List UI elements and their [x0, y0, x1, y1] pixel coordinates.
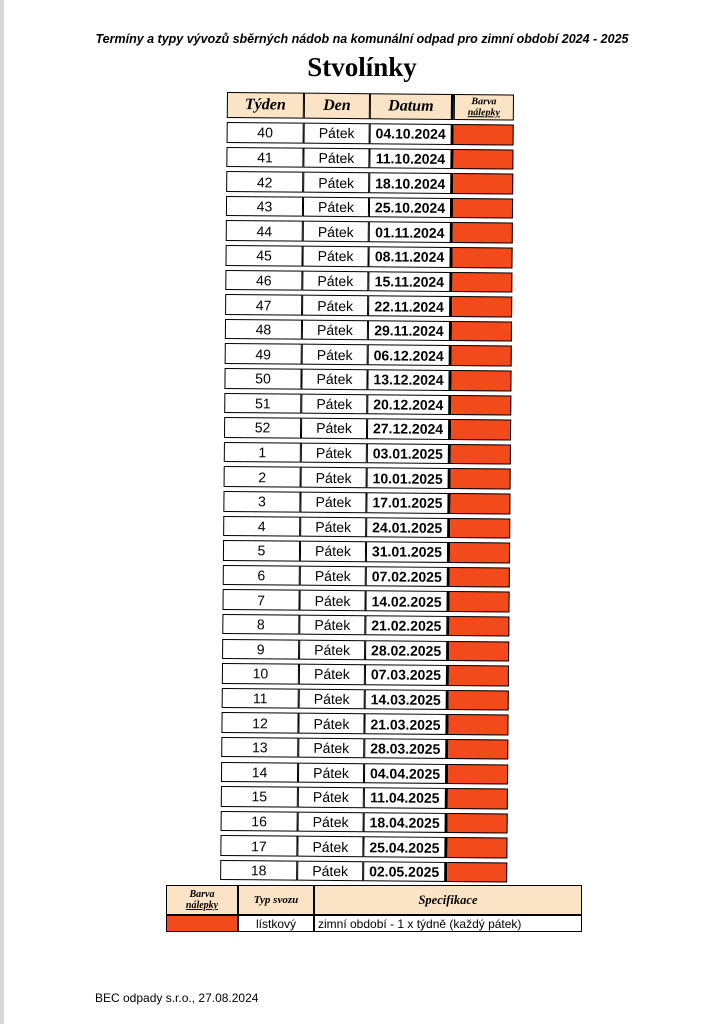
day-cell: Pátek [301, 467, 367, 488]
sticker-color-swatch [452, 321, 512, 342]
day-cell: Pátek [300, 565, 366, 586]
date-cell: 29.11.2024 [368, 320, 452, 341]
day-cell: Pátek [299, 615, 365, 636]
week-cell: 9 [222, 639, 299, 660]
day-cell: Pátek [301, 418, 367, 439]
table-row [224, 466, 514, 489]
week-cell: 12 [221, 712, 298, 733]
sticker-color-swatch [452, 296, 512, 317]
legend-spec: zimní období - 1 x týdně (každý pátek) [314, 915, 582, 932]
sticker-color-swatch [449, 591, 509, 612]
date-cell: 04.04.2025 [364, 763, 448, 784]
week-cell: 13 [221, 737, 298, 758]
table-row [223, 491, 513, 514]
sticker-color-swatch [450, 542, 510, 563]
day-cell: Pátek [302, 320, 368, 341]
table-row [225, 319, 515, 342]
table-row [225, 294, 515, 317]
day-cell: Pátek [300, 541, 366, 562]
day-cell: Pátek [303, 147, 369, 168]
table-row [220, 835, 510, 858]
document-heading: Termíny a typy vývozů sběrných nádob na komunální odpad pro zimní období 2024 - 2025 [95, 32, 629, 46]
scan-edge [0, 0, 4, 1024]
week-cell: 45 [225, 245, 302, 266]
sticker-color-swatch [451, 370, 511, 391]
table-row [222, 688, 512, 711]
table-row [220, 860, 510, 883]
day-cell: Pátek [298, 762, 364, 783]
sticker-color-swatch [453, 222, 513, 243]
day-cell: Pátek [302, 344, 368, 365]
week-cell: 14 [221, 762, 298, 783]
week-cell: 47 [225, 294, 302, 315]
date-cell: 06.12.2024 [368, 345, 452, 366]
date-cell: 27.12.2024 [367, 418, 451, 439]
week-cell: 10 [222, 663, 299, 684]
sticker-color-swatch [448, 739, 508, 760]
week-cell: 1 [224, 442, 301, 463]
week-cell: 48 [225, 319, 302, 340]
week-cell: 4 [223, 516, 300, 537]
place-title: Stvolínky [307, 52, 417, 82]
sticker-color-swatch [449, 641, 509, 662]
date-cell: 07.03.2025 [365, 664, 449, 685]
date-cell: 28.03.2025 [364, 738, 448, 759]
table-row [224, 417, 514, 440]
table-row [224, 368, 514, 391]
day-cell: Pátek [297, 836, 363, 857]
sticker-color-swatch [451, 395, 511, 416]
table-row [226, 196, 516, 219]
sticker-color-swatch [452, 345, 512, 366]
date-cell: 25.10.2024 [369, 197, 453, 218]
date-cell: 10.01.2025 [367, 468, 451, 489]
day-cell: Pátek [300, 516, 366, 537]
day-cell: Pátek [299, 688, 365, 709]
table-row [222, 663, 512, 686]
schedule-rows [220, 122, 517, 883]
sticker-color-swatch [448, 763, 508, 784]
week-cell: 17 [220, 835, 297, 856]
date-cell: 07.02.2025 [366, 566, 450, 587]
week-cell: 6 [223, 565, 300, 586]
schedule-header-row [227, 92, 517, 121]
day-cell: Pátek [303, 221, 369, 242]
day-cell: Pátek [302, 270, 368, 291]
date-cell: 08.11.2024 [368, 246, 452, 267]
day-cell: Pátek [302, 295, 368, 316]
day-cell: Pátek [303, 197, 369, 218]
sticker-color-swatch [449, 665, 509, 686]
date-cell: 02.05.2025 [363, 861, 447, 882]
table-row [221, 737, 511, 760]
date-cell: 17.01.2025 [366, 492, 450, 513]
table-row [221, 762, 511, 785]
legend-color-swatch [166, 915, 238, 932]
table-row [223, 516, 513, 539]
legend-header-type: Typ svozu [238, 885, 314, 915]
legend-header-color-line1: Barva [189, 889, 215, 900]
table-row [221, 811, 511, 834]
table-row [222, 614, 512, 637]
header-sticker-color [454, 94, 514, 121]
week-cell: 2 [224, 466, 301, 487]
date-cell: 11.10.2024 [369, 148, 453, 169]
header-date: Datum [370, 93, 454, 120]
sticker-color-swatch [448, 714, 508, 735]
date-cell: 24.01.2025 [366, 517, 450, 538]
table-row [225, 343, 515, 366]
table-row [226, 147, 516, 170]
day-cell: Pátek [299, 664, 365, 685]
week-cell: 50 [224, 368, 301, 389]
legend-header-spec: Specifikace [314, 885, 582, 915]
week-cell: 49 [225, 343, 302, 364]
table-row [226, 220, 516, 243]
week-cell: 51 [224, 393, 301, 414]
week-cell: 43 [226, 196, 303, 217]
week-cell: 3 [223, 491, 300, 512]
date-cell: 01.11.2024 [369, 222, 453, 243]
week-cell: 42 [226, 171, 303, 192]
day-cell: Pátek [301, 369, 367, 390]
day-cell: Pátek [304, 123, 370, 144]
day-cell: Pátek [297, 861, 363, 882]
day-cell: Pátek [303, 172, 369, 193]
day-cell: Pátek [298, 811, 364, 832]
sticker-color-swatch [452, 247, 512, 268]
table-row [227, 122, 517, 145]
table-row [226, 171, 516, 194]
date-cell: 28.02.2025 [365, 640, 449, 661]
table-row [225, 270, 515, 293]
week-cell: 16 [221, 811, 298, 832]
day-cell: Pátek [299, 590, 365, 611]
day-cell: Pátek [298, 738, 364, 759]
day-cell: Pátek [299, 639, 365, 660]
week-cell: 40 [227, 122, 304, 143]
legend-table [166, 885, 582, 932]
date-cell: 18.04.2025 [364, 812, 448, 833]
date-cell: 18.10.2024 [369, 173, 453, 194]
date-cell: 22.11.2024 [368, 295, 452, 316]
sticker-color-swatch [449, 690, 509, 711]
date-cell: 25.04.2025 [363, 837, 447, 858]
header-day: Den [304, 93, 370, 120]
legend-type: lístkový [238, 915, 314, 932]
legend-header-color-line2: nálepky [185, 900, 219, 911]
header-sticker-color-line2: nálepky [467, 107, 500, 119]
date-cell: 31.01.2025 [366, 541, 450, 562]
table-row [224, 393, 514, 416]
date-cell: 13.12.2024 [367, 369, 451, 390]
day-cell: Pátek [301, 393, 367, 414]
date-cell: 15.11.2024 [368, 271, 452, 292]
day-cell: Pátek [301, 442, 367, 463]
week-cell: 18 [220, 860, 297, 881]
sticker-color-swatch [451, 419, 511, 440]
sticker-color-swatch [448, 813, 508, 834]
sticker-color-swatch [453, 198, 513, 219]
date-cell: 21.03.2025 [364, 714, 448, 735]
day-cell: Pátek [298, 713, 364, 734]
date-cell: 14.03.2025 [365, 689, 449, 710]
sticker-color-swatch [447, 862, 507, 883]
week-cell: 46 [225, 270, 302, 291]
date-cell: 04.10.2024 [370, 123, 454, 144]
table-row [223, 540, 513, 563]
table-row [221, 786, 511, 809]
week-cell: 44 [226, 220, 303, 241]
sticker-color-swatch [449, 616, 509, 637]
sticker-color-swatch [450, 493, 510, 514]
sticker-color-swatch [451, 444, 511, 465]
week-cell: 11 [222, 688, 299, 709]
header-week: Týden [227, 92, 304, 119]
date-cell: 11.04.2025 [364, 787, 448, 808]
sticker-color-swatch [453, 149, 513, 170]
table-row [222, 589, 512, 612]
table-row [223, 565, 513, 588]
sticker-color-swatch [454, 124, 514, 145]
date-cell: 21.02.2025 [365, 615, 449, 636]
table-row [225, 245, 515, 268]
week-cell: 7 [222, 589, 299, 610]
table-row [222, 639, 512, 662]
date-cell: 14.02.2025 [365, 591, 449, 612]
date-cell: 20.12.2024 [367, 394, 451, 415]
week-cell: 5 [223, 540, 300, 561]
sticker-color-swatch [450, 567, 510, 588]
day-cell: Pátek [300, 492, 366, 513]
day-cell: Pátek [298, 787, 364, 808]
week-cell: 41 [226, 147, 303, 168]
sticker-color-swatch [452, 272, 512, 293]
table-row [221, 712, 511, 735]
day-cell: Pátek [302, 246, 368, 267]
sticker-color-swatch [450, 518, 510, 539]
legend-header-sticker-color [166, 885, 238, 915]
sticker-color-swatch [447, 837, 507, 858]
sticker-color-swatch [453, 173, 513, 194]
table-row [224, 442, 514, 465]
sticker-color-swatch [448, 788, 508, 809]
header-sticker-color-line1: Barva [471, 96, 497, 108]
date-cell: 03.01.2025 [367, 443, 451, 464]
week-cell: 52 [224, 417, 301, 438]
schedule-table [220, 92, 517, 883]
footer-note: BEC odpady s.r.o., 27.08.2024 [95, 991, 259, 1005]
week-cell: 15 [221, 786, 298, 807]
week-cell: 8 [222, 614, 299, 635]
sticker-color-swatch [451, 468, 511, 489]
